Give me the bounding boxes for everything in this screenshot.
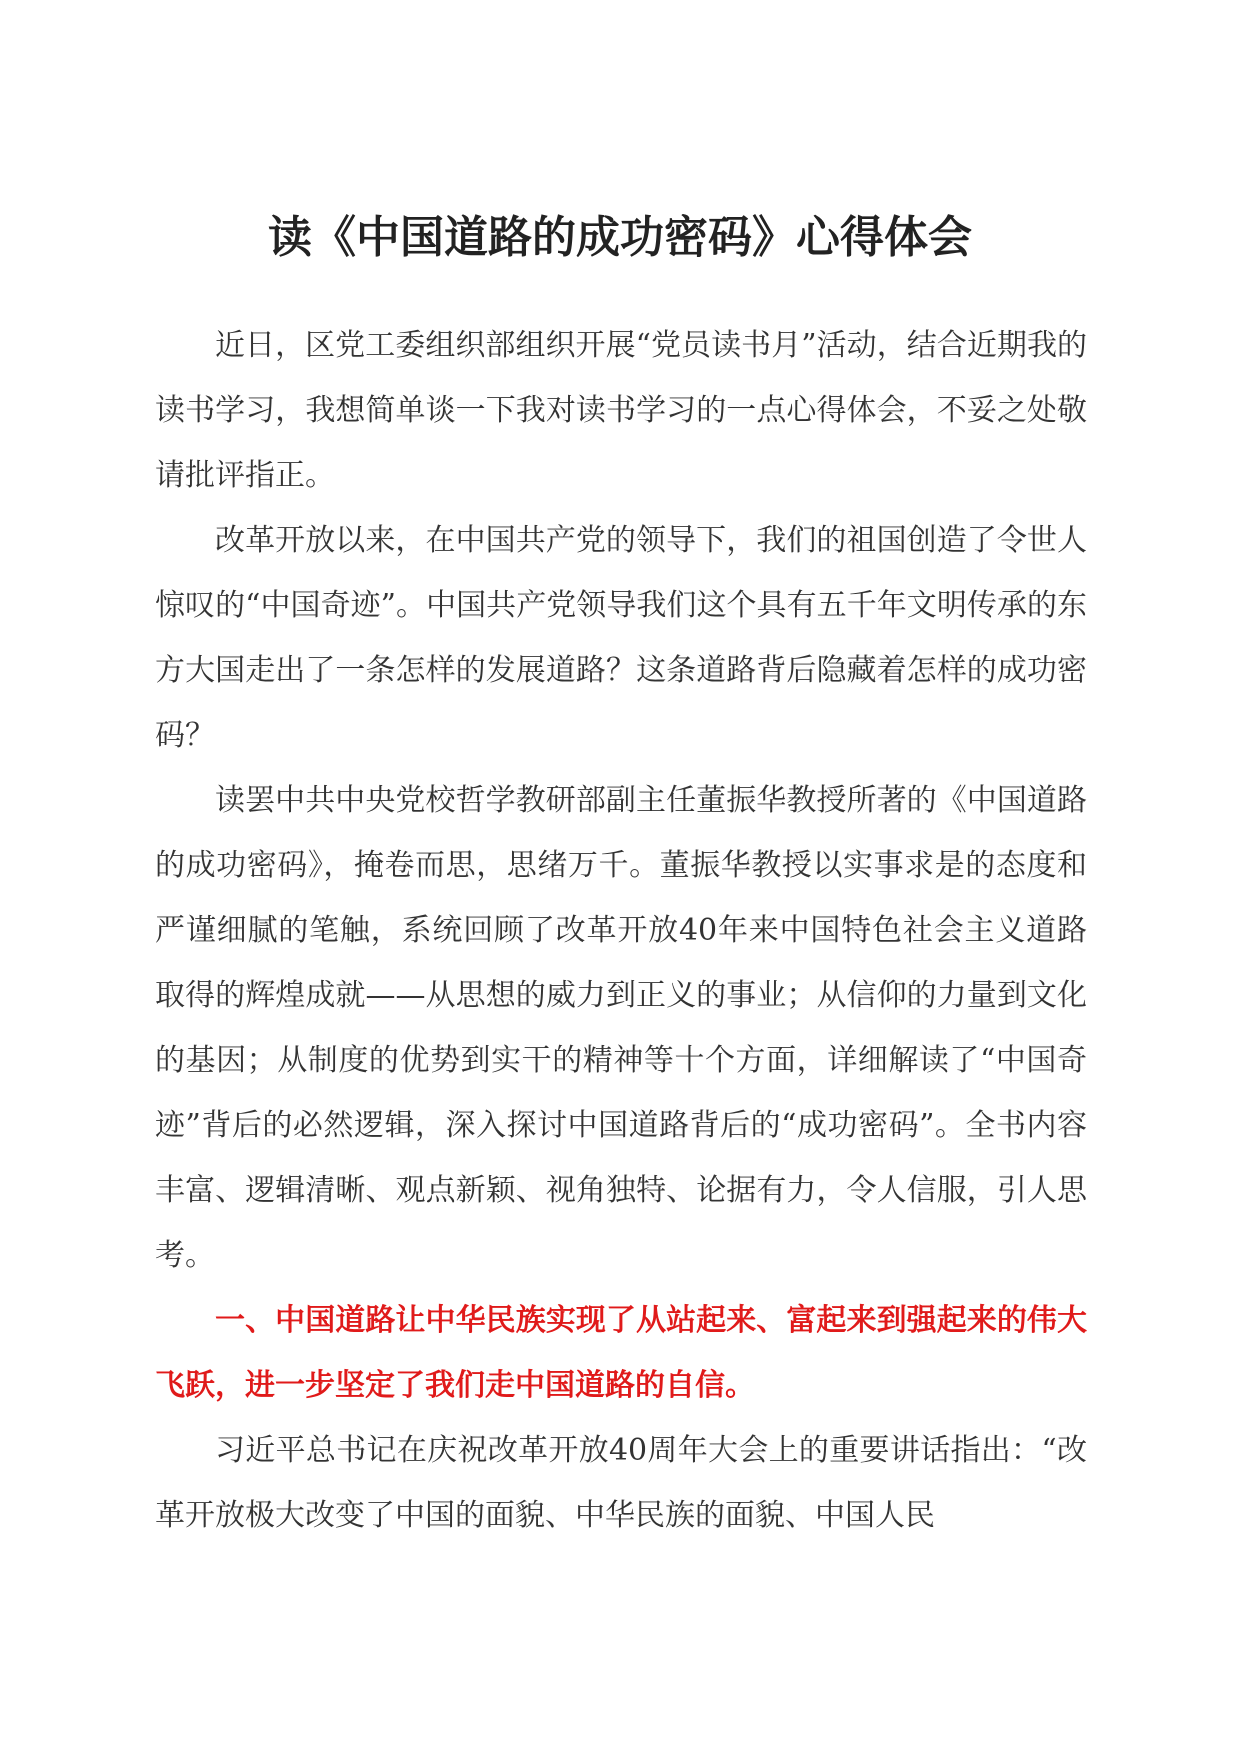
paragraph-section-one: 习近平总书记在庆祝改革开放40周年大会上的重要讲话指出：“改革开放极大改变了中国的面貌、中华民族的面貌、中国人民 <box>155 1433 1087 1533</box>
document-body <box>155 313 1087 1548</box>
paragraph-background: 改革开放以来，在中国共产党的领导下，我们的祖国创造了令世人惊叹的“中国奇迹”。中国共产党领导我们这个具有五千年文明传承的东方大国走出了一条怎样的发展道路？这条道路背后隐藏着怎样的成功密码？ <box>155 523 1087 753</box>
paragraph-intro: 近日，区党工委组织部组织开展“党员读书月”活动，结合近期我的读书学习，我想简单谈一下我对读书学习的一点心得体会，不妥之处敬请批评指正。 <box>155 328 1087 493</box>
document-title: 读《中国道路的成功密码》心得体会 <box>268 212 972 263</box>
paragraph-book-summary: 读罢中共中央党校哲学教研部副主任董振华教授所著的《中国道路的成功密码》，掩卷而思，思绪万千。董振华教授以实事求是的态度和严谨细腻的笔触，系统回顾了改革开放40年来中国特色社会主义道路取得的辉煌成就——从思想的威力到正义的事业；从信仰的力量到文化的基因；从制度的优势到实干的精神等十个方面，详细解读了“中国奇迹”背后的必然逻辑，深入探讨中国道路背后的“成功密码”。全书内容丰富、逻辑清晰、观点新颖、视角独特、论据有力，令人信服，引人思考。 <box>155 783 1087 1273</box>
section-heading: 一、中国道路让中华民族实现了从站起来、富起来到强起来的伟大飞跃，进一步坚定了我们走中国道路的自信。 <box>155 1303 1087 1403</box>
